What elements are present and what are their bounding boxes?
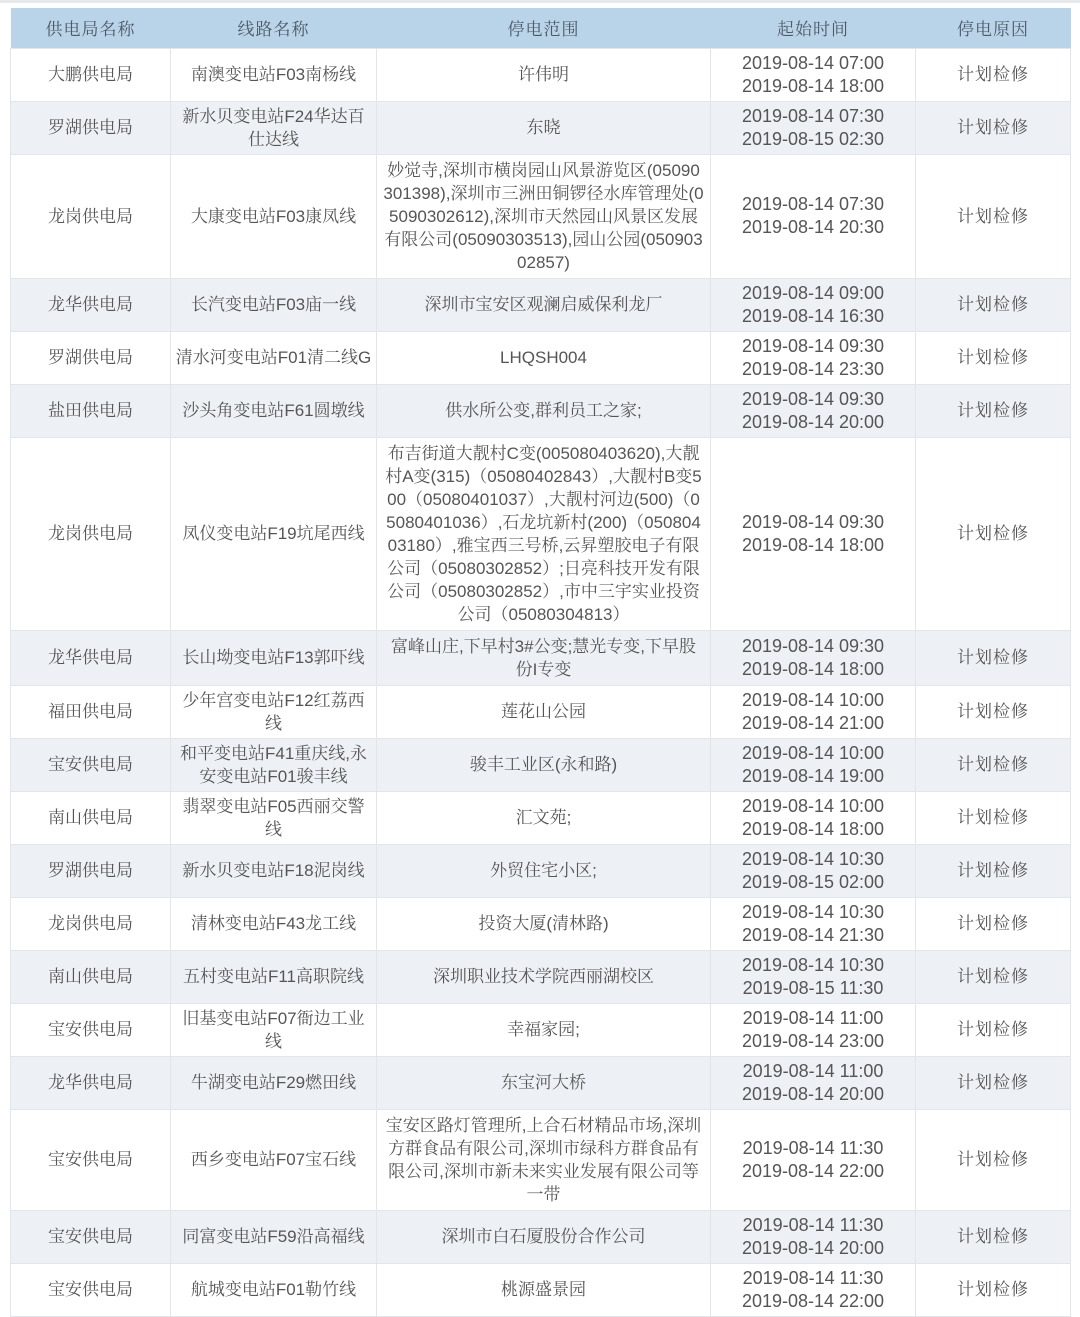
table-row: [11, 384, 1071, 437]
table-row: [11, 48, 1071, 101]
bureau-cell: 南山供电局: [11, 950, 171, 1003]
scope-cell: 莲花山公园: [377, 685, 711, 738]
end-time: 2019-08-14 21:30: [741, 924, 885, 945]
reason-cell: 计划检修: [916, 1109, 1071, 1210]
reason-cell: 计划检修: [916, 1210, 1071, 1263]
reason-cell: 计划检修: [916, 278, 1071, 331]
line-cell: 五村变电站F11高职院线: [171, 950, 377, 1003]
end-time: 2019-08-14 22:00: [741, 1160, 885, 1181]
start-time: 2019-08-14 10:30: [741, 954, 885, 975]
line-cell: 大康变电站F03康凤线: [171, 154, 377, 278]
scope-cell: 深圳市白石厦股份合作公司: [377, 1210, 711, 1263]
start-time: 2019-08-14 10:00: [741, 795, 885, 816]
start-time: 2019-08-14 10:30: [741, 901, 885, 922]
end-time: 2019-08-14 19:00: [741, 765, 885, 786]
bureau-cell: 盐田供电局: [11, 384, 171, 437]
scope-cell: 桃源盛景园: [377, 1263, 711, 1316]
bureau-cell: 龙岗供电局: [11, 154, 171, 278]
end-time: 2019-08-14 20:00: [741, 1083, 885, 1104]
time-cell: [711, 1109, 916, 1210]
bureau-cell: 宝安供电局: [11, 1109, 171, 1210]
line-cell: 新水贝变电站F24华达百仕达线: [171, 101, 377, 154]
start-time: 2019-08-14 11:30: [742, 1137, 884, 1158]
start-time: 2019-08-14 11:00: [742, 1007, 884, 1028]
table-row: [11, 437, 1071, 630]
reason-cell: 计划检修: [916, 1056, 1071, 1109]
table-row: [11, 950, 1071, 1003]
bureau-cell: 龙岗供电局: [11, 897, 171, 950]
table-row: [11, 897, 1071, 950]
table-body: [11, 48, 1071, 1316]
scope-cell: 深圳市宝安区观澜启威保利龙厂: [377, 278, 711, 331]
reason-cell: 计划检修: [916, 844, 1071, 897]
time-cell: [711, 791, 916, 844]
scope-cell: 东宝河大桥: [377, 1056, 711, 1109]
start-time: 2019-08-14 10:30: [741, 848, 885, 869]
scope-cell: 供水所公变,群利员工之家;: [377, 384, 711, 437]
start-time: 2019-08-14 09:30: [741, 335, 885, 356]
col-header-scope: 停电范围: [377, 8, 711, 48]
reason-cell: 计划检修: [916, 630, 1071, 685]
col-header-time: 起始时间: [711, 8, 916, 48]
line-cell: 沙头角变电站F61圆墩线: [171, 384, 377, 437]
start-time: 2019-08-14 07:30: [741, 105, 885, 126]
table-row: [11, 1109, 1071, 1210]
start-time: 2019-08-14 11:30: [742, 1214, 884, 1235]
time-cell: [711, 331, 916, 384]
scope-cell: 投资大厦(清林路): [377, 897, 711, 950]
time-cell: [711, 278, 916, 331]
bureau-cell: 龙岗供电局: [11, 437, 171, 630]
line-cell: 翡翠变电站F05西丽交警线: [171, 791, 377, 844]
time-cell: [711, 897, 916, 950]
scope-cell: 汇文苑;: [377, 791, 711, 844]
time-cell: [711, 101, 916, 154]
table-row: [11, 1263, 1071, 1316]
line-cell: 西乡变电站F07宝石线: [171, 1109, 377, 1210]
time-cell: [711, 1003, 916, 1056]
reason-cell: 计划检修: [916, 950, 1071, 1003]
bureau-cell: 罗湖供电局: [11, 331, 171, 384]
table-row: [11, 101, 1071, 154]
end-time: 2019-08-14 18:00: [741, 818, 885, 839]
time-cell: [711, 1263, 916, 1316]
end-time: 2019-08-14 23:00: [741, 1030, 885, 1051]
line-cell: 南澳变电站F03南杨线: [171, 48, 377, 101]
bureau-cell: 龙华供电局: [11, 1056, 171, 1109]
time-cell: [711, 844, 916, 897]
line-cell: 凤仪变电站F19坑尾西线: [171, 437, 377, 630]
reason-cell: 计划检修: [916, 1263, 1071, 1316]
time-cell: [711, 685, 916, 738]
outage-table: [10, 8, 1071, 1317]
end-time: 2019-08-14 16:30: [741, 305, 885, 326]
power-outage-page: [0, 3, 1080, 1317]
table-row: [11, 1056, 1071, 1109]
bureau-cell: 宝安供电局: [11, 738, 171, 791]
table-row: [11, 630, 1071, 685]
start-time: 2019-08-14 10:00: [741, 689, 885, 710]
end-time: 2019-08-15 02:00: [741, 871, 885, 892]
bureau-cell: 罗湖供电局: [11, 101, 171, 154]
line-cell: 清水河变电站F01清二线G: [171, 331, 377, 384]
bureau-cell: 龙华供电局: [11, 278, 171, 331]
start-time: 2019-08-14 09:30: [741, 388, 885, 409]
scope-cell: 骏丰工业区(永和路): [377, 738, 711, 791]
line-cell: 新水贝变电站F18泥岗线: [171, 844, 377, 897]
line-cell: 清林变电站F43龙工线: [171, 897, 377, 950]
scope-cell: 布吉街道大靓村C变(005080403620),大靓村A变(315)（05080402843）,大靓村B变500（05080401037）,大靓村河边(500)（05080401036）,石龙坑新村(200)（05080403180）,雅宝西三号桥,云昇塑胶电子有限公司（05080302852）;日亮科技开发有限公司（05080302852）,市中三宇实业投资公司（05080304813）: [377, 437, 711, 630]
end-time: 2019-08-14 20:00: [741, 411, 885, 432]
start-time: 2019-08-14 11:00: [742, 1060, 884, 1081]
line-cell: 航城变电站F01勒竹线: [171, 1263, 377, 1316]
start-time: 2019-08-14 09:30: [741, 635, 885, 656]
time-cell: [711, 384, 916, 437]
col-header-line: 线路名称: [171, 8, 377, 48]
end-time: 2019-08-15 02:30: [741, 128, 885, 149]
end-time: 2019-08-14 18:00: [741, 534, 885, 555]
time-cell: [711, 738, 916, 791]
end-time: 2019-08-14 23:30: [741, 358, 885, 379]
scope-cell: 许伟明: [377, 48, 711, 101]
line-cell: 同富变电站F59沿高福线: [171, 1210, 377, 1263]
end-time: 2019-08-14 20:30: [741, 217, 885, 237]
end-time: 2019-08-14 20:00: [741, 1237, 885, 1258]
reason-cell: 计划检修: [916, 685, 1071, 738]
scope-cell: 富峰山庄,下早村3#公变;慧光专变,下早股份I专变: [377, 630, 711, 685]
scope-cell: 宝安区路灯管理所,上合石材精品市场,深圳方群食品有限公司,深圳市绿科方群食品有限公司,深圳市新未来实业发展有限公司等一带: [377, 1109, 711, 1210]
reason-cell: 计划检修: [916, 1003, 1071, 1056]
top-edge-line: [0, 0, 1080, 3]
scope-cell: 深圳职业技术学院西丽湖校区: [377, 950, 711, 1003]
col-header-reason: 停电原因: [916, 8, 1071, 48]
table-row: [11, 1003, 1071, 1056]
reason-cell: 计划检修: [916, 437, 1071, 630]
reason-cell: 计划检修: [916, 738, 1071, 791]
time-cell: [711, 437, 916, 630]
bureau-cell: 罗湖供电局: [11, 844, 171, 897]
table-row: [11, 278, 1071, 331]
bureau-cell: 宝安供电局: [11, 1003, 171, 1056]
end-time: 2019-08-14 21:00: [741, 712, 885, 733]
line-cell: 旧基变电站F07衙边工业线: [171, 1003, 377, 1056]
start-time: 2019-08-14 07:00: [741, 52, 885, 73]
header-row: [11, 8, 1071, 48]
reason-cell: 计划检修: [916, 331, 1071, 384]
scope-cell: 妙觉寺,深圳市横岗园山风景游览区(05090301398),深圳市三洲田铜锣径水库管理处(05090302612),深圳市天然园山风景区发展有限公司(05090303513),园山公园(05090302857): [377, 154, 711, 278]
start-time: 2019-08-14 10:00: [741, 742, 885, 763]
reason-cell: 计划检修: [916, 897, 1071, 950]
reason-cell: 计划检修: [916, 101, 1071, 154]
scope-cell: LHQSH004: [377, 331, 711, 384]
end-time: 2019-08-14 18:00: [741, 75, 885, 96]
table-row: [11, 791, 1071, 844]
end-time: 2019-08-15 11:30: [742, 977, 884, 998]
reason-cell: 计划检修: [916, 791, 1071, 844]
time-cell: [711, 48, 916, 101]
end-time: 2019-08-14 22:00: [741, 1290, 885, 1311]
line-cell: 少年宫变电站F12红荔西线: [171, 685, 377, 738]
col-header-bureau: 供电局名称: [11, 8, 171, 48]
bureau-cell: 南山供电局: [11, 791, 171, 844]
bureau-cell: 宝安供电局: [11, 1263, 171, 1316]
scope-cell: 东晓: [377, 101, 711, 154]
time-cell: [711, 630, 916, 685]
table-row: [11, 738, 1071, 791]
start-time: 2019-08-14 09:30: [741, 511, 885, 532]
reason-cell: 计划检修: [916, 48, 1071, 101]
line-cell: 和平变电站F41重庆线,永安变电站F01骏丰线: [171, 738, 377, 791]
time-cell: [711, 1210, 916, 1263]
start-time: 2019-08-14 11:30: [742, 1267, 884, 1288]
time-cell: [711, 950, 916, 1003]
reason-cell: 计划检修: [916, 154, 1071, 278]
start-time: 2019-08-14 09:00: [741, 282, 885, 303]
time-cell: [711, 1056, 916, 1109]
reason-cell: 计划检修: [916, 384, 1071, 437]
bureau-cell: 龙华供电局: [11, 630, 171, 685]
table-row: [11, 331, 1071, 384]
bureau-cell: 宝安供电局: [11, 1210, 171, 1263]
table-row: [11, 1210, 1071, 1263]
table-row: [11, 685, 1071, 738]
line-cell: 牛湖变电站F29燃田线: [171, 1056, 377, 1109]
table-row: [11, 154, 1071, 278]
scope-cell: 外贸住宅小区;: [377, 844, 711, 897]
table-row: [11, 844, 1071, 897]
scope-cell: 幸福家园;: [377, 1003, 711, 1056]
line-cell: 长汽变电站F03庙一线: [171, 278, 377, 331]
end-time: 2019-08-14 18:00: [741, 658, 885, 679]
bureau-cell: 福田供电局: [11, 685, 171, 738]
line-cell: 长山坳变电站F13郭吓线: [171, 630, 377, 685]
start-time: 2019-08-14 07:30: [741, 194, 885, 214]
time-cell: [711, 154, 916, 278]
bureau-cell: 大鹏供电局: [11, 48, 171, 101]
